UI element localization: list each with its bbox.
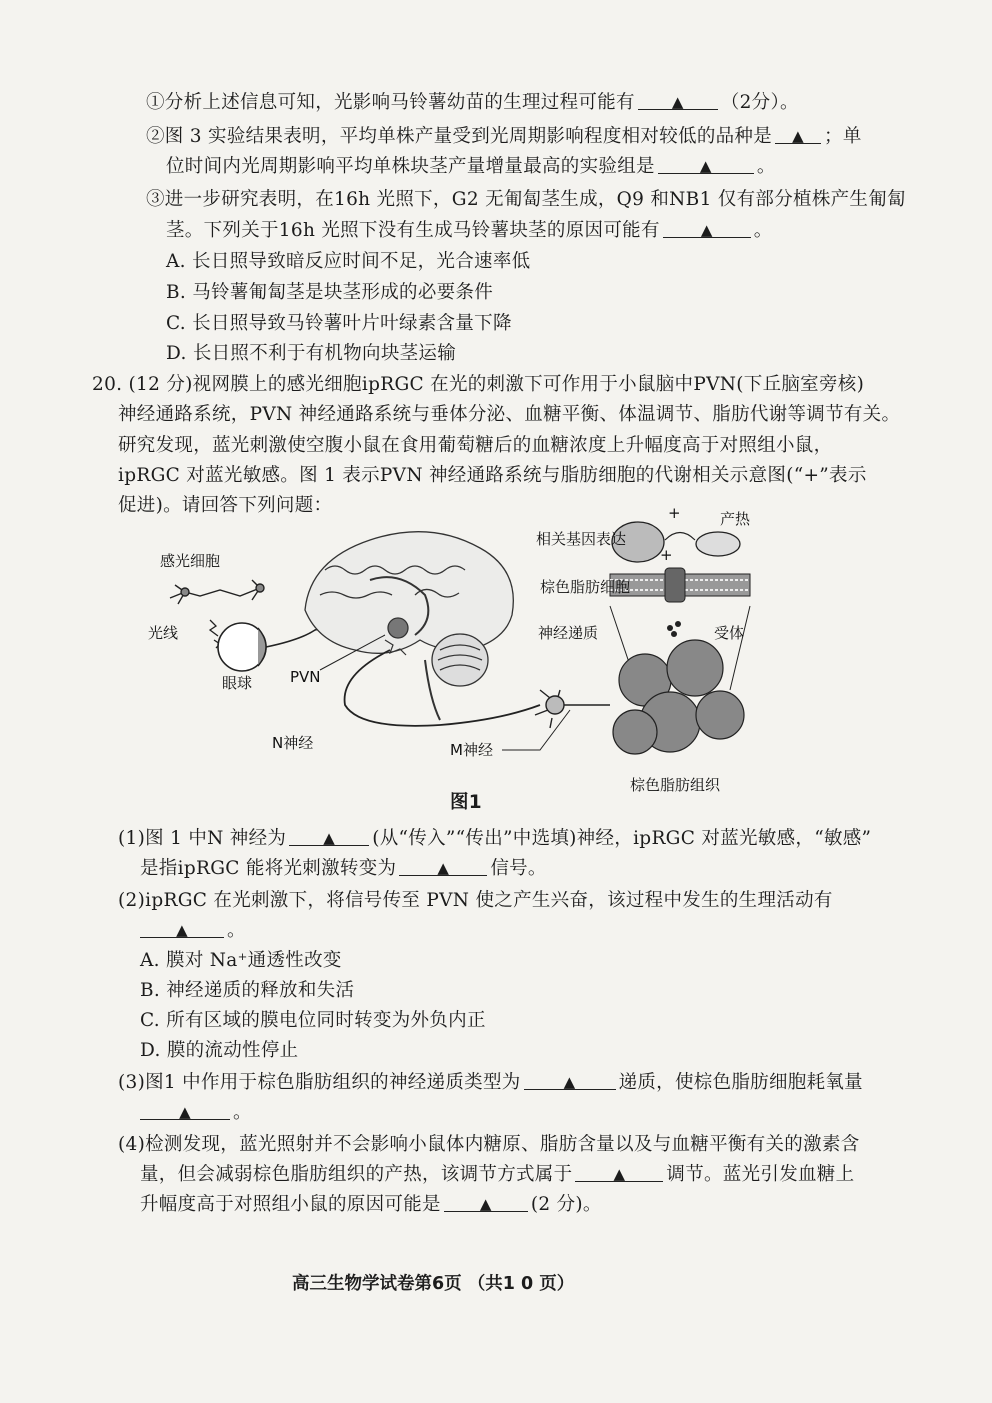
q20-sub1-cont-tail: 信号。 [490, 858, 547, 879]
q20-sub2-option-a: A. 膜对 Na⁺通透性改变 [140, 950, 342, 971]
figure-1-diagram [140, 500, 780, 800]
label-gene-expression: 相关基因表达 [536, 530, 627, 548]
q19-subq3: ③进一步研究表明，在16h 光照下，G2 无匍匐茎生成，Q9 和NB1 仅有部分植株产生匍匐 [146, 189, 906, 210]
q20-stem-line1: 20. (12 分)视网膜上的感光细胞ipRGC 在光的刺激下可作用于小鼠脑中PVN(下丘脑室旁核) [92, 374, 865, 395]
q20-sub3 [118, 1070, 863, 1096]
answer-blank[interactable] [399, 857, 487, 876]
label-receptor: 受体 [714, 624, 745, 642]
q20-sub3-cont [140, 1100, 252, 1126]
q20-sub4-cont2-tail: (2 分)。 [530, 1194, 602, 1215]
label-light: 光线 [148, 624, 179, 642]
q20-sub4-cont2 [140, 1192, 602, 1218]
q19-subq2-text: ②图 3 实验结果表明，平均单株产量受到光周期影响程度相对较低的品种是 [146, 126, 773, 147]
arrow-to-mitochondrion [665, 533, 695, 541]
label-plus-1: + [668, 504, 681, 522]
q20-sub3-cont-tail: 。 [233, 1102, 252, 1123]
q20-sub2-option-b: B. 神经递质的释放和失活 [140, 980, 355, 1001]
q20-sub1-text: (1)图 1 中N 神经为 [118, 828, 287, 849]
q19-subq2-cont [166, 154, 776, 180]
q20-sub2: (2)ipRGC 在光刺激下，将信号传至 PVN 使之产生兴奋，该过程中发生的生理活动有 [118, 890, 833, 911]
q20-sub3-tail: 递质，使棕色脂肪细胞耗氧量 [618, 1072, 863, 1093]
page-footer: 高三生物学试卷第6页 （共1 0 页） [292, 1274, 575, 1294]
label-brown-fat-cell: 棕色脂肪细胞 [540, 578, 631, 596]
q20-sub1-cont [140, 856, 547, 882]
answer-blank[interactable] [524, 1071, 616, 1090]
label-n-nerve: N神经 [272, 734, 314, 752]
q20-sub4-cont-tail: 调节。蓝光引发血糖上 [666, 1164, 855, 1185]
q19-subq2 [146, 124, 862, 150]
label-photoreceptor: 感光细胞 [160, 552, 221, 570]
brain-drawing [305, 532, 513, 720]
answer-blank[interactable] [658, 155, 754, 174]
answer-blank[interactable] [444, 1193, 528, 1212]
label-neurotransmitter: 神经递质 [538, 624, 599, 642]
q19-subq1-text: ①分析上述信息可知，光影响马铃薯幼苗的生理过程可能有 [146, 92, 635, 113]
q20-stem-line5: 促进)。请回答下列问题： [118, 495, 333, 516]
label-pvn: PVN [290, 668, 321, 686]
figure-1-caption: 图1 [450, 792, 482, 813]
neurotransmitter-dots [667, 621, 681, 637]
q19-subq3-cont-tail: 。 [753, 220, 773, 241]
q19-option-c: C. 长日照导致马铃薯叶片叶绿素含量下降 [166, 313, 512, 334]
q20-sub4-cont2-text: 升幅度高于对照组小鼠的原因可能是 [140, 1194, 441, 1215]
label-brown-fat-tissue: 棕色脂肪组织 [630, 776, 721, 794]
brown-fat-tissue-drawing [613, 640, 744, 754]
q20-sub3-text: (3)图1 中作用于棕色脂肪组织的神经递质类型为 [118, 1072, 521, 1093]
q20-sub2-cont [140, 918, 246, 944]
q20-stem-line3: 研究发现，蓝光刺激使空腹小鼠在食用葡萄糖后的血糖浓度上升幅度高于对照组小鼠， [118, 435, 833, 456]
q20-sub1-mid: (从“传入”“传出”中选填)神经，ipRGC 对蓝光敏感，“敏感” [372, 828, 872, 849]
pvn-region-marker [388, 618, 408, 638]
q19-subq1-tail: （2分）。 [720, 92, 799, 113]
answer-blank[interactable] [663, 219, 751, 238]
photoreceptor-neuron-drawing [170, 580, 264, 604]
answer-blank[interactable] [140, 919, 224, 938]
label-eyeball: 眼球 [222, 674, 253, 692]
q19-subq3-cont [166, 218, 773, 244]
mitochondrion-icon [696, 532, 740, 556]
q20-sub2-option-c: C. 所有区域的膜电位同时转变为外负内正 [140, 1010, 486, 1031]
m-nerve-pointer-line [502, 710, 570, 750]
q19-option-d: D. 长日照不利于有机物向块茎运输 [166, 343, 457, 364]
m-neuron-drawing [535, 690, 610, 728]
q19-subq3-cont-text: 茎。下列关于16h 光照下没有生成马铃薯块茎的原因可能有 [166, 220, 660, 241]
q19-subq2-cont-text: 位时间内光周期影响平均单株块茎产量增量最高的实验组是 [166, 156, 655, 177]
answer-blank[interactable] [638, 91, 718, 110]
q19-subq1 [146, 90, 799, 116]
cell-membrane-drawing [610, 568, 750, 602]
q19-subq2-cont-tail: 。 [756, 156, 776, 177]
q20-sub4: (4)检测发现，蓝光照射并不会影响小鼠体内糖原、脂肪含量以及与血糖平衡有关的激素含 [118, 1134, 860, 1155]
q20-sub1 [118, 826, 871, 852]
q19-option-a: A. 长日照导致暗反应时间不足，光合速率低 [166, 251, 531, 272]
q20-sub4-cont-text: 量，但会减弱棕色脂肪组织的产热，该调节方式属于 [140, 1164, 573, 1185]
q19-subq2-tail: ；单 [824, 126, 862, 147]
q20-sub1-cont-text: 是指ipRGC 能将光刺激转变为 [140, 858, 397, 879]
q20-stem-line4: ipRGC 对蓝光敏感。图 1 表示PVN 神经通路系统与脂肪细胞的代谢相关示意图(“+”表示 [118, 465, 867, 486]
q20-sub2-cont-tail: 。 [227, 920, 246, 941]
answer-blank[interactable] [575, 1163, 663, 1182]
q20-sub4-cont [140, 1162, 854, 1188]
answer-blank[interactable] [289, 827, 369, 846]
q20-sub2-option-d: D. 膜的流动性停止 [140, 1040, 299, 1061]
label-plus-2: + [660, 546, 673, 564]
label-heat: 产热 [720, 510, 751, 528]
answer-blank[interactable] [775, 125, 821, 144]
answer-blank[interactable] [140, 1101, 230, 1120]
label-m-nerve: M神经 [450, 741, 493, 759]
q19-option-b: B. 马铃薯匍匐茎是块茎形成的必要条件 [166, 282, 494, 303]
q20-stem-line2: 神经通路系统，PVN 神经通路系统与垂体分泌、血糖平衡、体温调节、脂肪代谢等调节有关。 [118, 404, 901, 425]
